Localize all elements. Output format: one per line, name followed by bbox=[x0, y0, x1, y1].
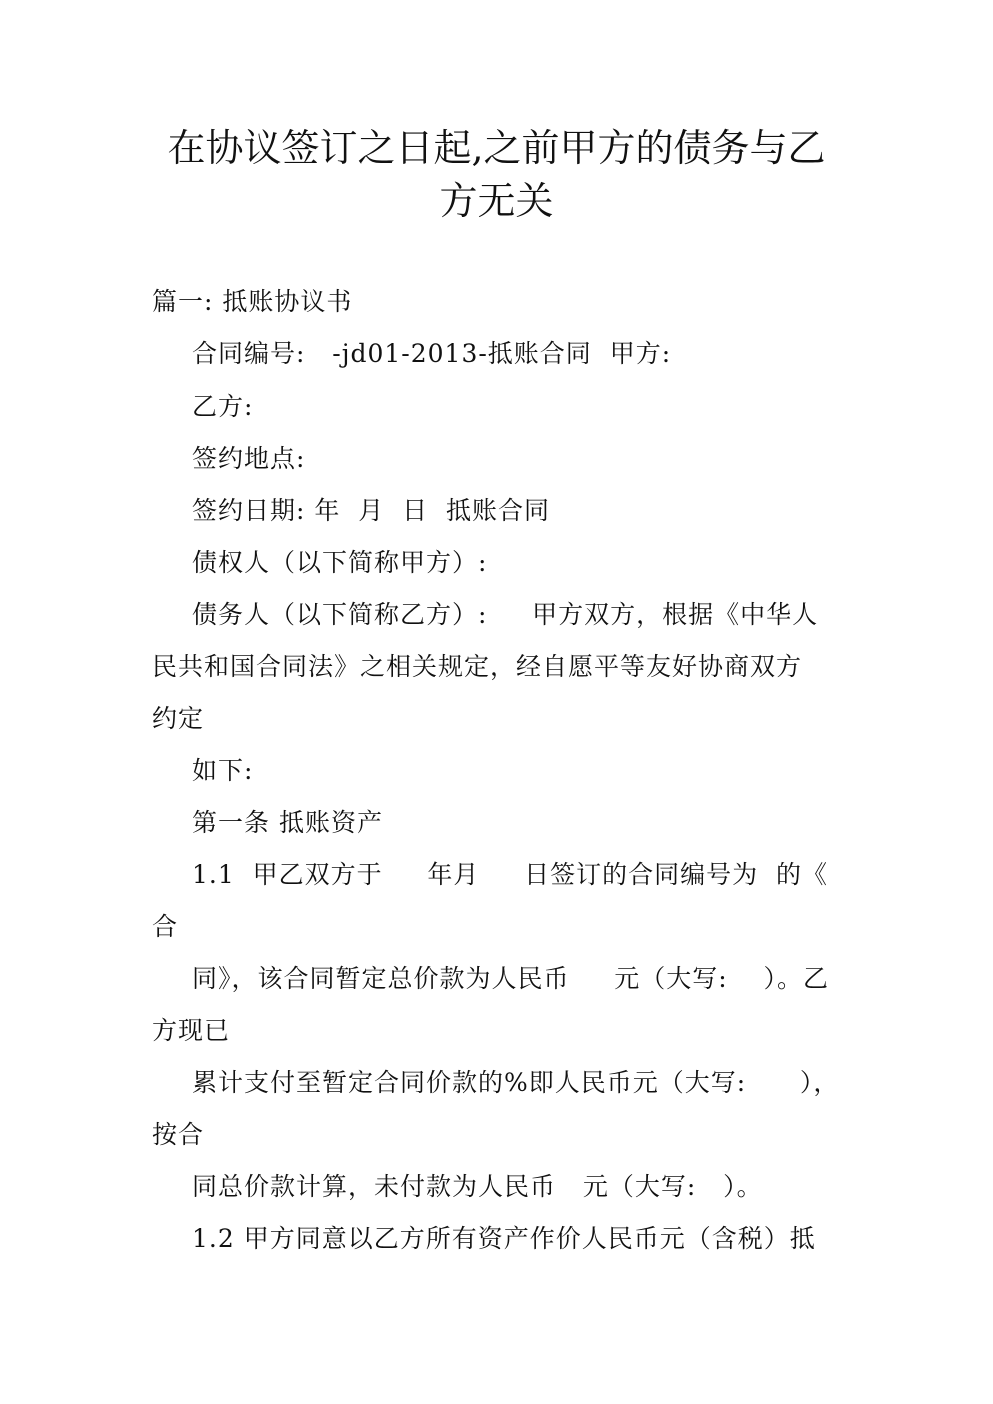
clause-1-1-line: 1.1 甲乙双方于 年月 日签订的合同编号为 的《 bbox=[192, 860, 829, 889]
section-heading: 篇一: 抵账协议书 bbox=[152, 287, 353, 316]
paragraph-continuation: 按合 bbox=[152, 1120, 205, 1149]
signing-place-line: 签约地点: bbox=[192, 444, 306, 473]
paragraph-continuation: 约定 bbox=[152, 704, 205, 733]
paragraph-line: 如下: bbox=[192, 756, 254, 785]
debtor-line: 债务人（以下简称乙方）: 甲方双方，根据《中华人 bbox=[192, 600, 819, 629]
document-title-line-1: 在协议签订之日起,之前甲方的债务与乙 bbox=[167, 126, 826, 170]
paragraph-line: 累计支付至暂定合同价款的%即人民币元（大写: ）， bbox=[192, 1068, 840, 1097]
paragraph-continuation: 合 bbox=[152, 912, 179, 941]
paragraph-line: 同》，该合同暂定总价款为人民币 元（大写: ）。乙 bbox=[192, 964, 829, 993]
document-title-line-2: 方无关 bbox=[439, 179, 554, 223]
paragraph-continuation: 方现已 bbox=[152, 1016, 231, 1045]
article-heading: 第一条 抵账资产 bbox=[192, 808, 383, 837]
signing-date-line: 签约日期: 年 月 日 抵账合同 bbox=[192, 496, 551, 525]
paragraph-line: 同总价款计算，未付款为人民币 元（大写: ）。 bbox=[192, 1172, 763, 1201]
contract-number-line: 合同编号: -jd01-2013-抵账合同 甲方: bbox=[192, 339, 672, 368]
party-b-line: 乙方: bbox=[192, 392, 254, 421]
paragraph-continuation: 民共和国合同法》之相关规定，经自愿平等友好协商双方 bbox=[152, 652, 803, 681]
creditor-line: 债权人（以下简称甲方）: bbox=[192, 548, 488, 577]
clause-1-2-line: 1.2 甲方同意以乙方所有资产作价人民币元（含税）抵 bbox=[192, 1224, 816, 1253]
